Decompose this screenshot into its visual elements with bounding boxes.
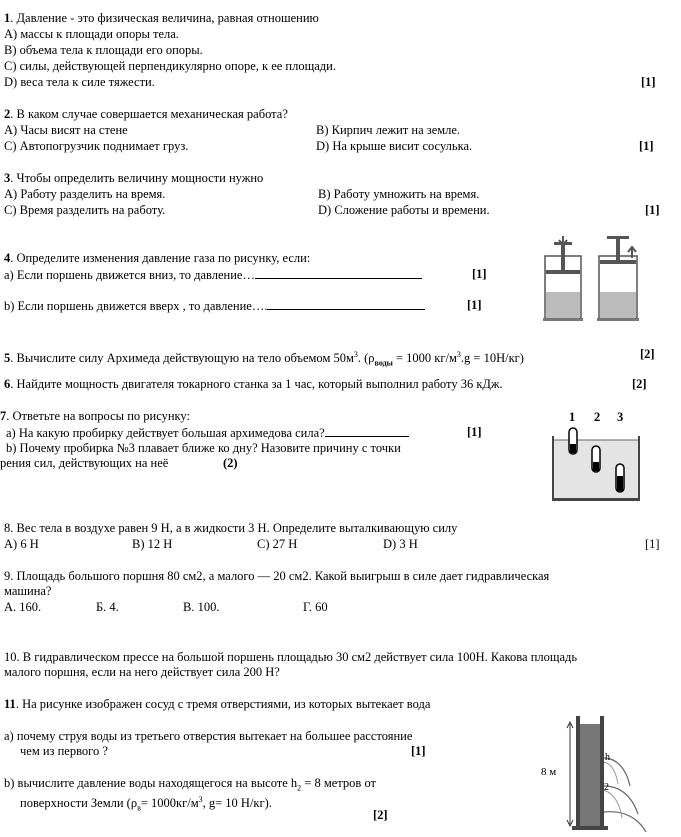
q11-part-a-cont: чем из первого ? bbox=[20, 744, 108, 758]
vessel-h-label: h bbox=[605, 752, 610, 763]
q3-option-b: В) Работу умножить на время. bbox=[318, 187, 480, 201]
tube-label-2: 2 bbox=[594, 410, 601, 424]
q8-option-b: В) 12 Н bbox=[132, 537, 173, 551]
q11-score-a: [1] bbox=[411, 744, 426, 758]
q9-text-cont: машина? bbox=[4, 584, 52, 598]
q2-option-a: А) Часы висят на стене bbox=[4, 123, 128, 137]
vessel-height-label: 8 м bbox=[541, 766, 557, 778]
q8-score: [1] bbox=[645, 537, 660, 551]
q4-score-b: [1] bbox=[467, 298, 482, 312]
q11-part-a: а) почему струя воды из третьего отверстия вытекает на большее расстояние bbox=[4, 729, 413, 743]
q7-score-a: [1] bbox=[467, 425, 482, 439]
q9-option-a: А. 160. bbox=[4, 600, 42, 614]
q10-text: 10. В гидравлическом прессе на большой поршень площадью 30 см2 действует сила 100Н. Какова площадь bbox=[4, 650, 578, 664]
q1-title: 1. Давление - это физическая величина, равная отношению bbox=[4, 11, 319, 25]
q2-option-c: С) Автопогрузчик поднимает груз. bbox=[4, 139, 189, 153]
q11-part-b-cont: поверхности Земли ($\rho_в= 1000кг/м^3$, g= 10 Н/кг). bbox=[20, 795, 272, 813]
q3-score: [1] bbox=[645, 203, 660, 217]
q7-part-a: а) На какую пробирку действует большая архимедова сила? bbox=[6, 425, 409, 441]
vessel-with-holes-figure bbox=[540, 714, 652, 836]
q2-title: 2. В каком случае совершается механическая работа? bbox=[4, 107, 288, 121]
q4-answer-blank-a[interactable] bbox=[255, 267, 422, 279]
q3-title: 3. Чтобы определить величину мощности нужно bbox=[4, 171, 264, 185]
q4-part-b: b) Если поршень движется вверх , то давление…. bbox=[4, 298, 425, 314]
piston-cylinders-figure bbox=[541, 234, 649, 326]
q3-option-a: А) Работу разделить на время. bbox=[4, 187, 166, 201]
q4-part-a: а) Если поршень движется вниз, то давление… bbox=[4, 267, 422, 283]
q1-option-a: А) массы к площади опоры тела. bbox=[4, 27, 179, 41]
q9-option-c: В. 100. bbox=[183, 600, 220, 614]
q6-text: 6. Найдите мощность двигателя токарного станка за 1 час, который выполнил работу 36 кДж. bbox=[4, 377, 503, 391]
q2-score: [1] bbox=[639, 139, 654, 153]
q5-score: [2] bbox=[640, 347, 655, 361]
q8-text: 8. Вес тела в воздухе равен 9 Н, а в жидкости 3 Н. Определите выталкивающую силу bbox=[4, 521, 458, 535]
q1-option-d: D) веса тела к силе тяжести. bbox=[4, 75, 155, 89]
tube-label-3: 3 bbox=[617, 410, 624, 424]
q9-option-d: Г. 60 bbox=[303, 600, 328, 614]
q4-title: 4. Определите изменения давление газа по рисунку, если: bbox=[4, 251, 311, 265]
q11-title: 11. На рисунке изображен сосуд с тремя отверстиями, из которых вытекает вода bbox=[4, 697, 431, 711]
q2-option-b: В) Кирпич лежит на земле. bbox=[316, 123, 461, 137]
test-tubes-figure bbox=[550, 424, 646, 502]
q1-option-c: С) силы, действующей перпендикулярно опоре, к ее площади. bbox=[4, 59, 336, 73]
q1-score: [1] bbox=[641, 75, 656, 89]
q11-score-b: [2] bbox=[373, 808, 388, 822]
q4-answer-blank-b[interactable] bbox=[267, 298, 425, 310]
q6-score: [2] bbox=[632, 377, 647, 391]
q9-text: 9. Площадь большого поршня 80 см2, а малого — 20 см2. Какой выигрыш в силе дает гидравлическая bbox=[4, 569, 550, 583]
q9-option-b: Б. 4. bbox=[96, 600, 119, 614]
q3-option-d: D) Сложение работы и времени. bbox=[318, 203, 490, 217]
q3-option-c: С) Время разделить на работу. bbox=[4, 203, 166, 217]
q2-option-d: D) На крыше висит сосулька. bbox=[316, 139, 473, 153]
q11-part-b: b) вычислите давление воды находящегося на высоте $h_2 = 8$ метров от bbox=[4, 776, 376, 793]
q7-title: 7. Ответьте на вопросы по рисунку: bbox=[0, 409, 190, 423]
q1-option-b: В) объема тела к площади его опоры. bbox=[4, 43, 203, 57]
q7-score-b: (2) bbox=[223, 456, 238, 470]
q8-option-c: С) 27 Н bbox=[257, 537, 298, 551]
q5-text: 5. Вычислите силу Архимеда действующую на тело объемом $50м^3$. ($\rho_{воды} = 1000$ $кг/м^3.g = 10Н/кг$) bbox=[4, 350, 524, 368]
q7-part-b: b) Почему пробирка №3 плавает ближе ко дну? Назовите причину с точки bbox=[6, 441, 401, 455]
q10-text-cont: малого поршня, если на него действует сила 200 Н? bbox=[4, 665, 280, 679]
tube-label-1: 1 bbox=[569, 410, 576, 424]
q4-score-a: [1] bbox=[472, 267, 487, 281]
q8-option-d: D) 3 Н bbox=[383, 537, 418, 551]
vessel-hole-2-label: 2 bbox=[604, 782, 609, 793]
q8-option-a: А) 6 Н bbox=[4, 537, 39, 551]
q7-answer-blank[interactable] bbox=[325, 425, 409, 437]
q7-part-b-cont: рения сил, действующих на неё bbox=[0, 456, 169, 470]
